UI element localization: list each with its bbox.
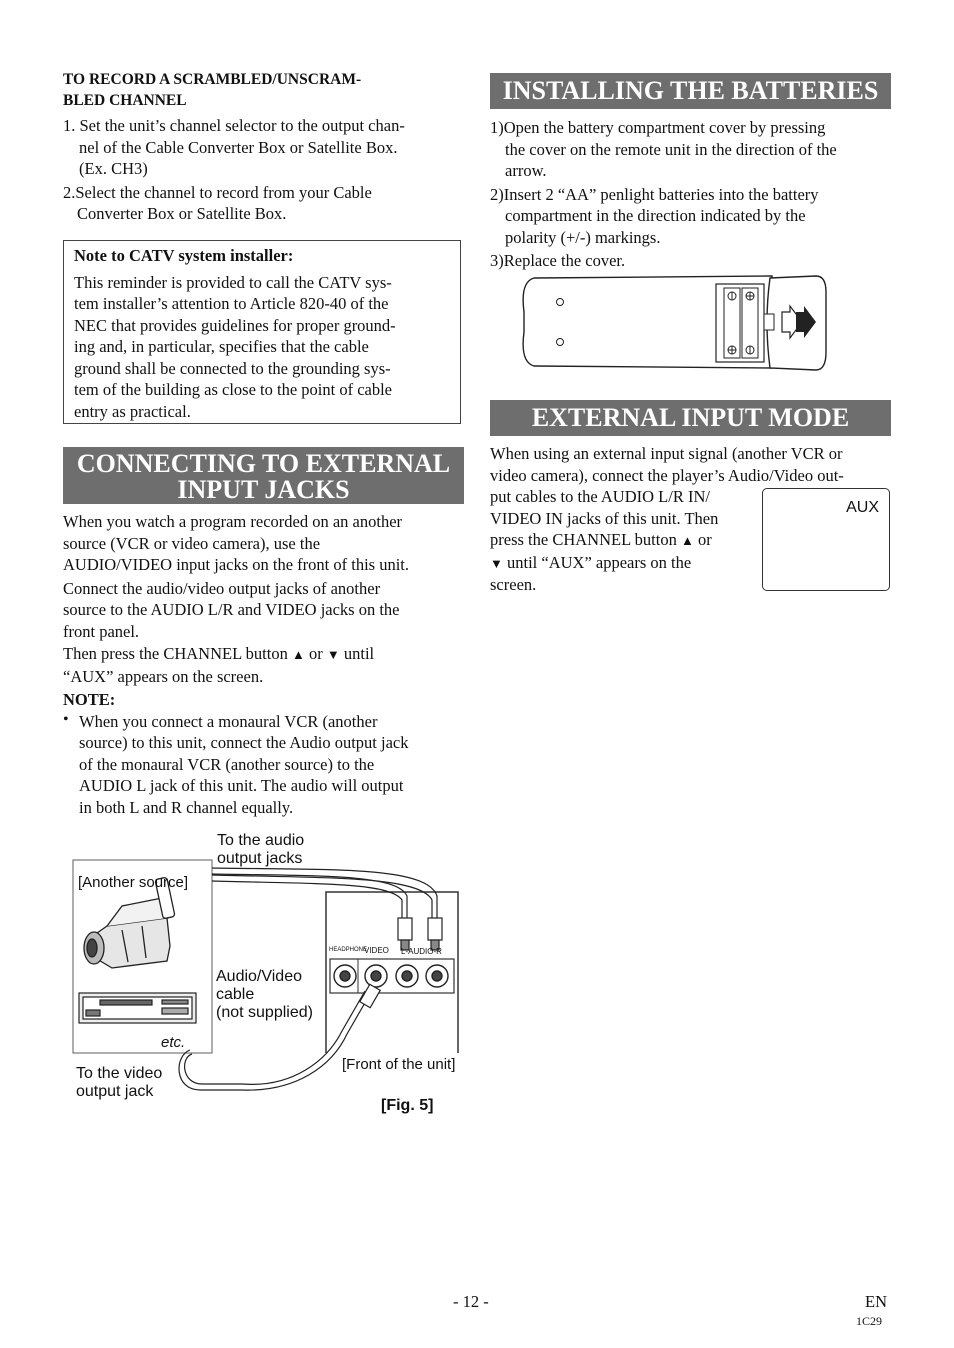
connect-line: Connect the audio/video output jacks of another xyxy=(63,578,381,598)
connect-text: until xyxy=(343,644,375,663)
external-text: until “AUX” appears on the xyxy=(507,552,692,572)
bullet-icon: • xyxy=(63,710,69,728)
connect-body xyxy=(63,511,465,818)
catv-note-line: entry as practical. xyxy=(74,401,191,421)
external-line: When using an external input signal (another VCR or xyxy=(490,444,843,463)
connect-heading-line: INPUT JACKS xyxy=(177,475,350,504)
external-text: press the CHANNEL button xyxy=(490,530,677,549)
connect-channel-line xyxy=(63,643,465,666)
bullet-line: AUDIO L jack of this unit. The audio will output xyxy=(79,776,404,795)
jack-video-label: VIDEO xyxy=(364,946,389,955)
cable-line: cable xyxy=(216,986,255,1003)
cable-line: Audio/Video xyxy=(216,968,302,985)
video-out-line: output jack xyxy=(76,1083,154,1100)
connect-text: or xyxy=(308,644,323,663)
catv-note-line: NEC that provides guidelines for proper ground- xyxy=(74,315,396,335)
batteries-heading: INSTALLING THE BATTERIES xyxy=(490,73,891,109)
vcr-icon xyxy=(79,993,196,1023)
note-bullet xyxy=(63,711,465,819)
bullet-line: source) to this unit, connect the Audio output jack xyxy=(79,733,409,752)
jack-headphone-label: HEADPHONE xyxy=(329,947,368,953)
connect-line: “AUX” appears on the screen. xyxy=(63,666,264,686)
catv-note-line: tem installer’s attention to Article 820-40 of the xyxy=(74,294,389,313)
catv-note-line: tem of the building as close to the point of cable xyxy=(74,380,393,399)
catv-note-body xyxy=(74,272,460,423)
external-line: screen. xyxy=(490,575,537,594)
connect-heading xyxy=(63,447,464,504)
jack-audio-label: L-AUDIO-R xyxy=(401,947,442,956)
video-out-label xyxy=(76,1065,162,1101)
triangle-down-icon: ▼ xyxy=(490,555,503,571)
screen-aux-text: AUX xyxy=(846,499,879,516)
catv-note-line: This reminder is provided to call the CATV sys- xyxy=(74,272,392,292)
audio-out-label xyxy=(217,832,304,868)
video-out-line: To the video xyxy=(76,1065,163,1082)
bullet-line: in both L and R channel equally. xyxy=(79,797,294,817)
audio-out-line: To the audio xyxy=(217,832,305,849)
connect-line: AUDIO/VIDEO input jacks on the front of this unit. xyxy=(63,555,409,574)
tv-screen xyxy=(762,488,890,591)
audio-out-line: output jacks xyxy=(217,850,303,867)
connect-line: front panel. xyxy=(63,621,140,641)
record-step-2-line: 2.Select the channel to record from your Cable xyxy=(63,182,372,202)
doc-code: 1C29 xyxy=(856,1314,883,1328)
catv-note-title: Note to CATV system installer: xyxy=(74,246,294,265)
record-step-2-line: Converter Box or Satellite Box. xyxy=(77,204,287,223)
page-number: - 12 - xyxy=(453,1292,489,1311)
record-step-1-line: (Ex. CH3) xyxy=(79,159,148,178)
connect-line: source (VCR or video camera), use the xyxy=(63,533,321,553)
external-text: or xyxy=(697,530,712,549)
audio-plugs xyxy=(398,918,442,950)
connect-line: source to the AUDIO L/R and VIDEO jacks on the xyxy=(63,600,400,619)
fig5-diagram xyxy=(62,826,472,1126)
connect-heading-line: CONNECTING TO EXTERNAL xyxy=(76,449,451,478)
cable-label xyxy=(216,968,313,1022)
record-step-1 xyxy=(63,115,465,180)
triangle-up-icon: ▲ xyxy=(680,533,694,548)
note-label: NOTE: xyxy=(63,690,116,709)
battery-step-line: polarity (+/-) markings. xyxy=(505,227,661,247)
external-line: put cables to the AUDIO L/R IN/ xyxy=(490,487,710,506)
record-heading-2: BLED CHANNEL xyxy=(63,92,187,109)
remote-battery-illustration xyxy=(520,272,832,374)
record-step-1-line: 1. Set the unit’s channel selector to the output chan- xyxy=(63,116,405,135)
external-heading: EXTERNAL INPUT MODE xyxy=(490,400,891,436)
external-line: VIDEO IN jacks of this unit. Then xyxy=(490,508,719,528)
catv-note-line: ing and, in particular, specifies that the cable xyxy=(74,337,369,356)
fig-label: [Fig. 5] xyxy=(381,1097,434,1114)
triangle-down-icon: ▼ xyxy=(326,647,340,662)
battery-step-line: compartment in the direction indicated by the xyxy=(505,206,806,225)
etc-label: etc. xyxy=(161,1034,186,1051)
battery-step-line: 1)Open the battery compartment cover by pressing xyxy=(490,118,826,137)
front-unit-label: [Front of the unit] xyxy=(342,1056,456,1073)
bullet-line: When you connect a monaural VCR (another xyxy=(79,711,378,731)
record-section xyxy=(63,69,465,225)
record-heading-1: TO RECORD A SCRAMBLED/UNSCRAM- xyxy=(63,71,362,88)
another-source-label: [Another source] xyxy=(78,874,189,891)
connect-line: When you watch a program recorded on an another xyxy=(63,512,403,531)
catv-note-box xyxy=(63,240,461,424)
connect-text: Then press the CHANNEL button xyxy=(63,644,288,663)
cable-line: (not supplied) xyxy=(216,1004,313,1021)
battery-step-line: the cover on the remote unit in the direction of the xyxy=(505,139,837,159)
record-step-2 xyxy=(63,182,465,225)
battery-step-line: arrow. xyxy=(505,161,547,180)
language-code: EN xyxy=(865,1292,887,1311)
audio-cable xyxy=(212,868,437,918)
triangle-up-icon: ▲ xyxy=(291,647,305,662)
bullet-line: of the monaural VCR (another source) to the xyxy=(79,754,375,774)
catv-note-line: ground shall be connected to the grounding sys- xyxy=(74,358,391,378)
record-step-1-line: nel of the Cable Converter Box or Satellite Box. xyxy=(79,137,398,157)
external-line: video camera), connect the player’s Audio/Video out- xyxy=(490,465,844,485)
battery-steps xyxy=(490,117,891,272)
battery-step-line: 2)Insert 2 “AA” penlight batteries into the battery xyxy=(490,184,819,204)
battery-step-line: 3)Replace the cover. xyxy=(490,251,626,270)
